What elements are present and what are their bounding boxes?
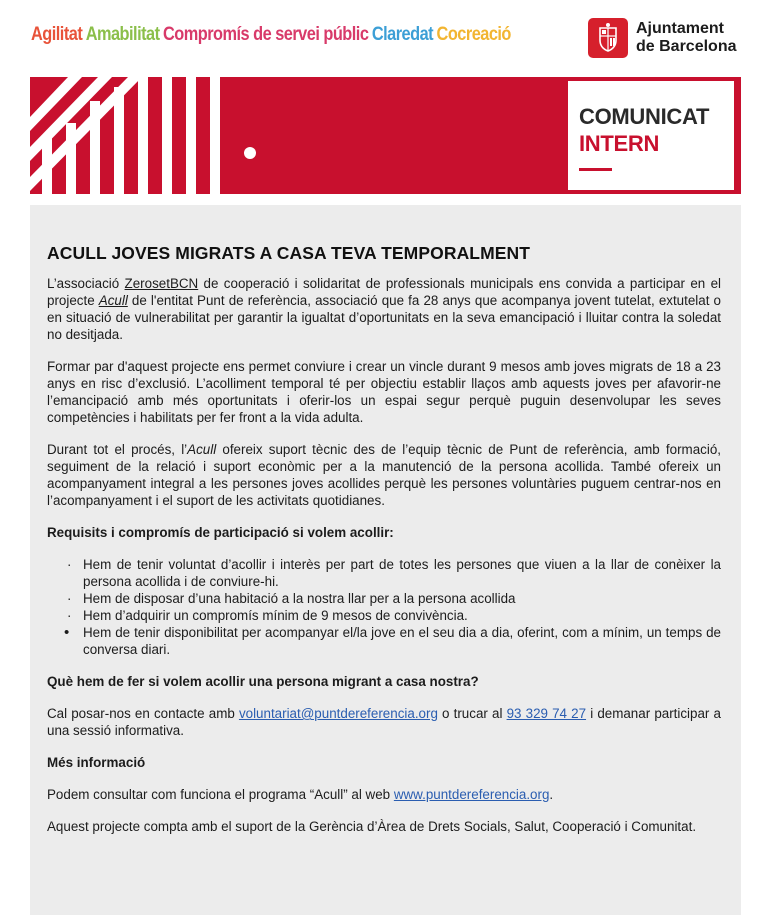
paragraph-support: Durant tot el procés, l’Acull ofereix suport tècnic des de l’equip tècnic de Punt de referència, amb formació, seguiment de la relació i suport econòmic per a la manutenció de la persona acollida. També ofereix un acompanyament integral a les persones joves acollides perquè les persones voluntàries puguem centrar-nos en l’acompanyament i el suport de les activitats quotidianes.: [47, 442, 722, 508]
phone-link[interactable]: 93 329 74 27: [506, 706, 587, 721]
list-item: · Hem de tenir voluntat d’acollir i interès per part de totes les persones que viuen a la llar de conèixer la persona acollida i de conviure-hi.: [67, 557, 721, 589]
acull-link[interactable]: Acull: [98, 293, 128, 308]
logo-line-2: de Barcelona: [636, 38, 737, 55]
question-heading: Què hem de fer si volem acollir una persona migrant a casa nostra?: [47, 674, 479, 689]
banner-title-comunicat: COMUNICAT: [579, 104, 710, 129]
comunicat-banner: [30, 77, 741, 194]
article-title: ACULL JOVES MIGRATS A CASA TEVA TEMPORALMENT: [47, 243, 531, 263]
value-compromis: Compromís de servei públic: [162, 24, 369, 45]
list-item: • Hem de tenir disponibilitat per acompanyar el/la jove en el seu dia a dia, oferint, com a mínim, un temps de conversa diari.: [64, 624, 721, 657]
paragraph-funding: Aquest projecte compta amb el suport de la Gerència d’Àrea de Drets Socials, Salut, Cooperació i Comunitat.: [47, 819, 697, 834]
banner-dash: [579, 168, 612, 171]
value-agilitat: Agilitat: [31, 24, 83, 45]
article: [47, 245, 721, 850]
email-link[interactable]: voluntariat@puntdereferencia.org: [238, 706, 438, 721]
website-link[interactable]: www.puntdereferencia.org: [393, 787, 550, 802]
more-info-heading: Més informació: [47, 755, 146, 770]
banner-title-intern: INTERN: [579, 131, 660, 156]
zerosetbcn-link[interactable]: ZerosetBCN: [124, 276, 199, 291]
values-slogan: [31, 24, 514, 46]
barcelona-shield-icon: [588, 18, 628, 58]
paragraph-more-info: Podem consultar com funciona el programa “Acull” al web www.puntdereferencia.org.: [47, 787, 554, 802]
logo-line-1: Ajuntament: [636, 20, 724, 37]
list-item: · Hem d’adquirir un compromís mínim de 9 mesos de convivència.: [67, 608, 468, 623]
paragraph-contact: Cal posar-nos en contacte amb voluntariat@puntdereferencia.org o trucar al 93 329 74 27 i demanar participar a una sessió informativa.: [47, 706, 721, 738]
value-amabilitat: Amabilitat: [85, 24, 160, 45]
list-item: · Hem de disposar d’una habitació a la nostra llar per a la persona acollida: [67, 591, 516, 606]
requirements-heading: Requisits i compromís de participació si volem acollir:: [47, 525, 394, 540]
requirements-list: [47, 556, 721, 658]
ajuntament-logo: [588, 16, 748, 60]
value-cocreacio: Cocreació: [436, 24, 511, 45]
paragraph-project: Formar par d'aquest projecte ens permet conviure i crear un vincle durant 9 mesos amb joves migrats de 18 a 23 anys en risc d’exclusió. L’acolliment temporal té per objectiu establir llaços amb aquests joves per afavorir-ne l’emancipació amb més oportunitats i oferir-los un espai segur perquè puguin desenvolupar les seves competències i habilitats per fer front a la vida adulta.: [47, 359, 721, 425]
banner-stripes-graphic: [30, 77, 270, 194]
value-claredat: Claredat: [371, 24, 434, 45]
paragraph-intro: L’associació ZerosetBCN de cooperació i solidaritat de professionals municipals ens convida a participar en el projecte Acull de l'entitat Punt de referència, associació que fa 28 anys que acompanya jovent tutelat, extutelat o en situació de vulnerabilitat per garantir la igualtat d’oportunitats en la seva emancipació i lluitar contra la soledat no desitjada.: [47, 276, 722, 342]
